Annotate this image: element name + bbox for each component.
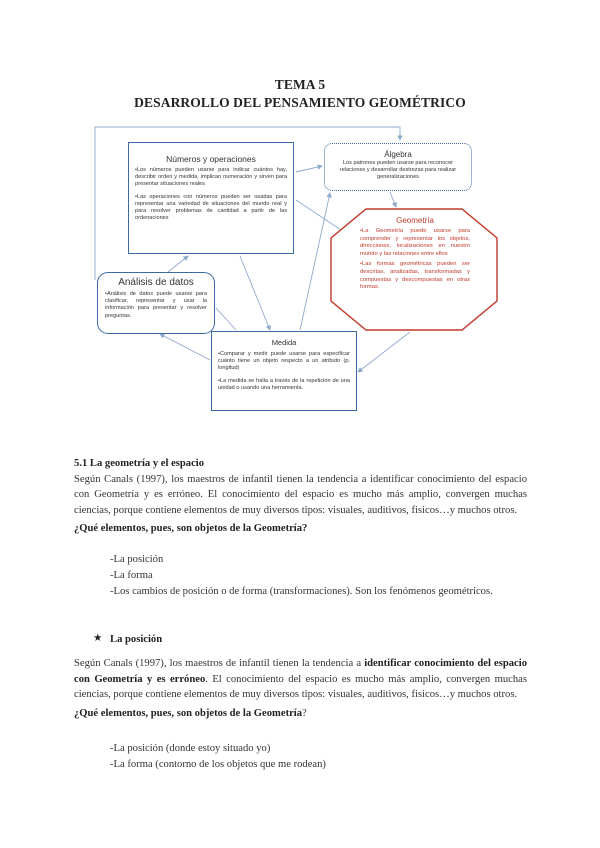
section-posicion — [74, 656, 527, 721]
section-posicion-question — [74, 706, 527, 722]
section-posicion-heading-wrap — [110, 632, 310, 648]
datos-title: Análisis de datos — [118, 277, 194, 288]
paragraph-bold: identificar conocimiento del espacio con Geometría y es erróneo — [74, 658, 527, 685]
box-geometria — [330, 208, 498, 331]
list-item-forma: -La forma — [110, 570, 153, 581]
geometria-text-1-span: •La Geometría puede usarse para comprender y representar los objetos, direcciones, localizaciones en nuestro mundo y las relaciones entre ellos — [360, 228, 470, 257]
section-5-1-heading: 5.1 La geometría y el espacio — [74, 458, 205, 469]
connector-geo-med — [358, 332, 410, 372]
list-item-cambios — [110, 584, 527, 600]
box-algebra — [324, 143, 472, 191]
question-mark: ? — [302, 707, 307, 719]
box-analisis-datos — [97, 272, 215, 334]
datos-text: •Análisis de datos puede usarse para clasificar, representar y usar la información para presentar y resolver preguntas. — [105, 291, 207, 319]
medida-text-2: •La medida se halla a través de la repetición de una unidad o usando una herramienta. — [218, 377, 350, 391]
box-medida — [211, 331, 357, 411]
page-title: DESARROLLO DEL PENSAMIENTO GEOMÉTRICO — [134, 95, 466, 110]
geometria-text-2 — [360, 261, 470, 291]
list-item-cambios-text: -Los cambios de posición o de forma (transformaciones). Son los fenómenos geométricos. — [110, 586, 493, 597]
paragraph-start: Según Canals (1997), los maestros de infantil tienen la tendencia a — [74, 658, 365, 669]
question-bold: ¿Qué elementos, pues, son objetos de la Geometría — [74, 707, 303, 719]
section-5-1-question: ¿Qué elementos, pues, son objetos de la Geometría? — [74, 523, 308, 534]
connector-med-alg — [300, 193, 330, 330]
medida-text-1: •Comparar y medir puede usarse para especificar cuánto tiene un objeto respecto a un atributo (p. longitud) — [218, 351, 350, 372]
connector-num-med — [240, 256, 270, 330]
section-posicion-heading: La posición — [110, 634, 163, 645]
section-posicion-paragraph — [74, 656, 527, 703]
section-5-1-paragraph: Según Canals (1997), los maestros de infantil tienen la tendencia a identificar conocimiento del espacio con Geometría y es erróneo. El conocimiento del espacio es mucho más amplio, convergen muchas ciencias, porque contiene elementos de muy diversos tipos: visuales, auditivos, fisicos…y muchos otros. — [74, 473, 527, 516]
list-item-posicion: -La posición — [110, 554, 164, 565]
algebra-text: Los patrones pueden usarse para reconocer relaciones y desarrollar destrezas para realizar generalizaciones — [339, 160, 457, 181]
connector-num-alg — [296, 166, 322, 172]
geometria-title: Geometría — [396, 216, 434, 225]
numeros-text-1: •Los números pueden usarse para indicar cuántos hay, describir orden y medida, implican numeración y sirven para presentar situaciones reales — [135, 167, 287, 188]
algebra-title: Álgebra — [384, 150, 412, 159]
numeros-text-2: •Las operaciones con números pueden ser usadas para representar una variedad de situaciones del mundo real y para resolver problemas de cantidad a partir de las ordenaciones — [135, 193, 287, 222]
paragraph-end: . El conocimiento del espacio es mucho más amplio, convergen muchas ciencias, porque contiene elementos de muy diversos tipos: visuales, auditivos, fisicos…y muchos otros. — [74, 673, 528, 700]
topic-number: TEMA 5 — [274, 77, 326, 92]
box-numeros-operaciones — [128, 142, 294, 254]
medida-title: Medida — [271, 338, 297, 347]
geometria-text-1 — [360, 228, 470, 258]
star-bullet: ★ — [93, 633, 103, 644]
list-item-forma-detail: -La forma (contorno de los objetos que me rodean) — [110, 759, 326, 770]
connector-med-dat — [160, 334, 210, 360]
connector-alg-geo — [390, 192, 396, 207]
connector-dat-med — [216, 308, 236, 330]
connector-dat-num — [168, 256, 188, 272]
geometria-text-2-span: •Las formas geométricas pueden ser descritas, analizadas, transformadas y compuestas y descompuestas en otras formas. — [360, 261, 470, 291]
list-item-posicion-detail: -La posición (donde estoy situado yo) — [110, 743, 271, 754]
numeros-title: Números y operaciones — [166, 154, 256, 164]
section-5-1 — [74, 456, 527, 537]
